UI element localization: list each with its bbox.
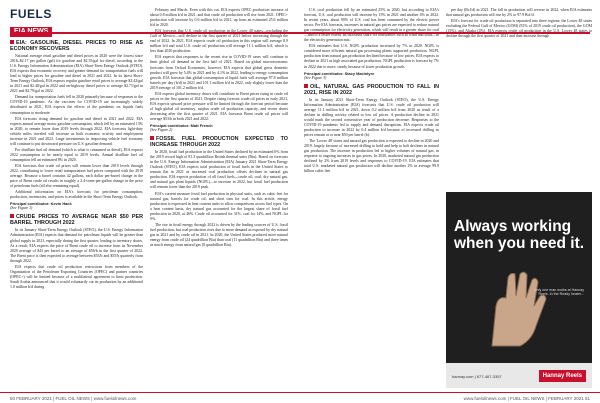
page-footer — [0, 392, 600, 403]
contributor-line: Principal contributor: Matt French — [150, 123, 213, 129]
column-1 — [10, 37, 143, 389]
bullet-square-icon — [10, 40, 14, 44]
article-paragraph: EIA expects that responses to the recent rise in COVID-19 cases will continue to limit global oil demand in the first half of 2021. Based on global macroeconomic forecasts from Oxford Economics, however, EIA expects that global gross domestic product will grow by 5.4% in 2021 and by 4.1% in 2022, leading to energy consumption growth. EIA forecasts that global consumption of liquid fuels will average 97.8 million barrels per day (b/d) in 2021 and 101.1 million b/d in 2022, only slightly lower than the 2019 average of 101.2 million b/d. — [150, 55, 288, 90]
figure-reference: (See Figure 3) — [304, 75, 327, 80]
article-heading: EIA: GASOLINE, DIESEL PRICES TO RISE AS ECONOMY RECOVERS — [10, 40, 143, 52]
article-paragraph: EIA forecasts rising demand for gasoline and diesel in 2021 and 2022. EIA expects annual average motor gasoline consumption, which fell by an estimated 13% in 2020, to remain lower than 2019 levels through 2022. EIA forecasts light-duty vehicle miles traveled will increase as both economic activity and employment increase in 2021 and 2022. Large investments in improving vehicle fuel economy will continue to put downward pressure on U.S. gasoline demand. — [10, 116, 143, 146]
ad-contact[interactable]: hannay.com | 877-467-3357 — [452, 374, 502, 379]
article-paragraph: In 2020, fossil fuel production in the United States declined by an estimated 6% from the 2019 record high of 81.5 quadrillion British thermal units (Btu). Based on forecasts in the U.S. Energy Information Administration (EIA) January 2021 Short-Term Energy Outlook (STEO), EIA expects total production of fossil fuels in the United States to remain flat in 2021 as increased coal production offsets declines in natural gas production. EIA expects production of all fossil fuels—crude oil, coal, dry natural gas, and natural gas plant liquids (NGPL)—to increase in 2022, but fossil fuel production will remain lower than the 2019 peak. — [150, 150, 288, 190]
contributor-line: Principal contributor: Kevin Hack — [10, 201, 72, 207]
article-paragraph: Additional information on EIA's forecasts for petroleum consumption, production, inventories, and prices is available in the Short-Term Energy Outlook. — [10, 190, 143, 200]
hand-drawing-icon — [474, 266, 556, 348]
article-heading: OIL, NATURAL GAS PRODUCTION TO FALL IN 2021, RISE IN 2022 — [304, 83, 439, 96]
article-paragraph: February and March. Even with this cut, EIA expects OPEC production increase of about 0.8 million b/d in 2021, and that crude oil production will rise from 2021. OPEC+ production will increase by 0.6 million b/d in 2021, up from an estimated 25.6 million b/d in 2020. — [150, 8, 288, 28]
article-heading: CRUDE PRICES TO AVERAGE NEAR $50 PER BARREL THROUGH 2022 — [10, 214, 143, 227]
article-paragraph: EIA's current measure fossil fuel production in physical units, such as cubic feet for natural gas, barrels for crude oil, and short tons for coal. In this article, energy production is expressed in heat content units to allow comparisons across fuel types. On a heat content basis, dry natural gas accounted for the largest share of fossil fuel production in 2020, at 46%. Crude oil accounted for 31%, coal for 14%, and NGPL for 9%. — [150, 191, 288, 221]
footer-left: 50 FEBRUARY 2021 | FUEL OIL NEWS | www.fueloilnews.com — [10, 396, 137, 401]
article-paragraph: Demand for transportation fuels fell in 2020 primarily because of responses to the COVID-19 pandemic. As the vaccines for COVID-19 are increasingly widely distributed in 2021, EIA expects the effects of the pandemic on liquids fuels consumption to moderate. — [10, 95, 143, 115]
ad-headline: Always working when you need it. — [454, 218, 585, 252]
article-paragraph: EIA expects that crude oil production restrictions from members of the Organization of the Petroleum Exporting Countries (OPEC) and partner countries (OPEC+) will be limited because of a multilateral agreement to limit production. Saudi Arabia announced that it would voluntarily cut its production by an additional 1.0 million b/d during — [10, 264, 143, 289]
footer-right: www.fueloilnews.com | FUEL OIL NEWS | FEBRUARY 2021 51 — [463, 396, 590, 401]
article-paragraph: In its January Short-Term Energy Outlook (STEO), the U.S. Energy Information Administration (EIA) expects that demand for petroleum liquids will be greater than global supply in 2021, especially during the first quarter, leading to inventory draws. As a result, EIA expects the price of Brent crude oil to increase from its November 2020 average of $43 per barrel to an average of $56/b in the first quarter of 2022. The Brent price is then expected to average between $53/b and $55/b quarterly from through 2022. — [10, 228, 143, 263]
article-paragraph: EIA's forecast for crude oil production is separated into three regions: the Lower 48 states excluding the Federal Gulf of Mexico (GOM) (81% of 2019 crude oil production), the GOM (15%), and Alaska (4%). EIA expects crude oil production in the U.S. Lower 48 states to decline through the first quarter of 2021 and then increase through — [446, 19, 592, 39]
article-paragraph: The rise in fossil energy through 2022 is driven by the leading sources of U.S. fossil fuel production, but coal production rises due to more demand as exposed by dry natural gas in 2021 and by crude oil in 2021. In 2020, the United States produced more natural energy from crude oil (24 quadrillion Btu) than coal (11 quadrillion Btu) and three times as much energy from natural gas (8 quadrillion Btu). — [150, 222, 288, 247]
brand-logo: Hannay Reels — [539, 370, 586, 382]
article-heading: FOSSIL FUEL PRODUCTION EXPECTED TO INCREASE THROUGH 2022 — [150, 136, 288, 149]
contributor-line: Principal contributor: Stacy MacIntyre — [304, 70, 375, 76]
article-paragraph: EIA forecasts that U.S. crude oil production in the Lower 48 states—excluding the Gulf of Mexico—will decline in the first quarter of 2021 before increasing through the end of 2022. In 2021, EIA expects crude oil production in this region will average 8.9 million b/d and total U.S. crude oil production will average 11.1 million b/d, which is less than 2020 production. — [150, 29, 288, 54]
column-3 — [304, 8, 439, 392]
article-paragraph: EIA forecasts that crude oil prices will remain lower than 2019 levels through 2022, contributing to lower retail transportation fuel prices compared with the 2019 average. Because a barrel contains 42 gallons, each dollar per-barrel change in the price of Brent crude oil results in roughly a 2.4-cents-per-gallon change in the price of petroleum fuels (all else remaining equal). — [10, 163, 143, 189]
article-paragraph: U.S. coal production fell by an estimated 25% in 2020, but according to EIA's forecast, U.S. coal production will increase by 15% in 2021 and another 4% in 2022. In recent years, about 90% of U.S. coal has been consumed by the electric power sector. Per EIA forecasts, increases in natural gas prices are expected to reduce natural gas consumption for electricity generation, which will result in a greater share for coal—and to a lesser extent, an increased share for renewables such as wind and solar—in the electricity generation mix. — [304, 8, 439, 43]
article-paragraph: EIA expects global inventory draws will contribute to Brent prices rising in crude oil prices in the first quarter of 2021. Despite rising forecast crude oil prices in early 2021, EIA expects upward price pressure will be limited through the forecast period because of high global oil inventory, surplus crude oil production capacity, and recent draws decreasing after the first quarter of 2021. EIA forecasts Brent crude oil prices will average $53/b in both 2021 and 2022. — [150, 91, 288, 121]
section-title: FUELS — [10, 7, 52, 21]
ad-small-print: Only one man works at Hannay Reels. In the Ready heater... — [533, 288, 584, 297]
advertisement[interactable] — [446, 192, 592, 388]
column-2 — [150, 8, 288, 360]
bullet-square-icon — [10, 214, 14, 218]
column-4 — [446, 8, 592, 188]
bullet-square-icon — [304, 84, 308, 88]
article-paragraph: For distillate fuel oil demand (which is what is consumed as diesel), EIA expects 2022 consumption to be nearly equal to 2019 levels. Annual distillate fuel oil consumption fell an estimated 8% in 2020. — [10, 147, 143, 162]
figure-reference: (See Figure 1) — [10, 206, 33, 211]
bullet-square-icon — [150, 136, 154, 140]
article-paragraph: EIA estimates that U.S. NGPL production increased by 7% in 2020. NGPL is considered more efficient natural gas processing plants supported production. NGPL production from natural gas production declined because of low prices. EIA expects to decline in 2021 as high associated gas production. NGPL production is forecast by 7% in 2022 due to more, steady because of lower production growth. — [304, 44, 439, 69]
article-paragraph: per day (Bcf/d) in 2021. The fall in production will reverse in 2022, when EIA estimates that natural gas production will rise by 2% to 97.9 Bcf/d. — [446, 8, 592, 18]
article-paragraph: National average retail gasoline and diesel prices in 2020 were the lowest since 2016–$2.17 per gallon (gal) for gasoline and $2.55/gal for diesel, according to the U.S. Energy Information Administration (EIA) Short-Term Energy Outlook (STEO). EIA expects that economic recovery and greater demand for transportation fuels will lead to higher prices for gasoline and diesel in 2021 and 2022. In its latest Short-Term Energy Outlook, EIA expects regular gasoline retail prices to average $2.42/gal in 2021 and $2.40/gal in 2022 and on-highway diesel prices to average $2.71/gal in 2021 and $2.79/gal in 2022. — [10, 54, 143, 94]
article-paragraph: The 'Lower 48' states and natural gas production is expected to decline in 2020 and 2019, largely because of increased drilling to hold and help to halt declines in natural gas production. The increase in production led to higher volumes of natural gas, in response to ongoing increases in gas prices. In 2020, marketed natural gas production declined by 2% from 2019 levels and responses to COVID-19. EIA estimates that total U.S. marketed natural gas production will decline another 2% in average 99.9 billion cubic feet — [304, 139, 439, 174]
figure-reference: (See Figure 2) — [150, 128, 173, 133]
article-paragraph: In its January 2021 Short-Term Energy Outlook (STEO), the U.S. Energy Information Administration (EIA) forecasts that U.S. crude oil production will average 11.1 million b/d in 2021, down 0.2 million b/d from 2020 as result of a decline in drilling activity related to low oil prices. A production decline in 2021 would mark the second consecutive year of production decrease. Responses to the COVID-19 pandemic led to supply and demand disruptions. EIA expects crude oil production to increase in 2022 by 0.4 million b/d because of increased drilling as prices remain at or near $50 per barrel (b). — [304, 97, 439, 137]
